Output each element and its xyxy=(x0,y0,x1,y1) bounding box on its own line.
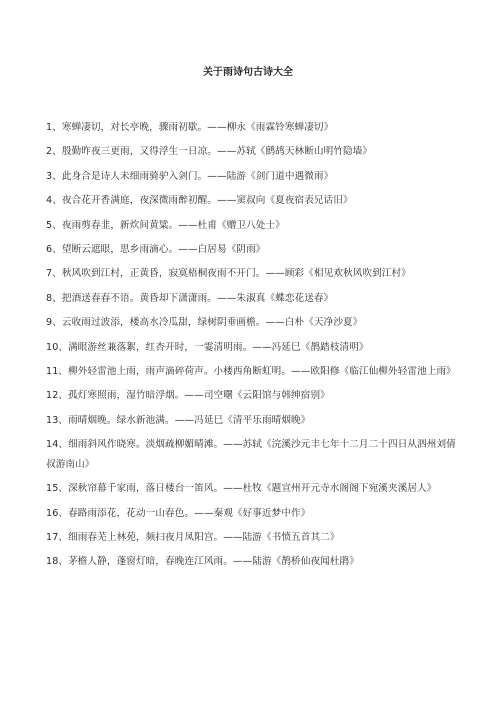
poem-line-item: 7、秋风吹到江村，正黄昏，寂寞梧桐夜雨不开门。——顾彩《相见欢秋风吹到江村》 xyxy=(46,268,411,280)
document-title: 关于雨诗句古诗大全 xyxy=(203,67,293,78)
poem-line-item: 14、细雨斜风作晓寒。淡烟疏柳媚晴滩。——苏轼《浣溪沙元丰七年十二月二十四日从泗州刘倩叔游南山》 xyxy=(46,439,456,470)
poem-line-item: 17、细雨春芜上林苑，频扫夜月凤阳宫。——陆游《书愤五首其二》 xyxy=(46,531,340,543)
poem-line-item: 9、云收雨过波添，楼高水冷瓜甜，绿树阴垂画檐。——白朴《天净沙夏》 xyxy=(46,317,363,329)
poem-line-item: 10、满眼游丝兼落絮，红杏开时，一霎清明雨。——冯延巳《鹊踏枝清明》 xyxy=(46,341,369,353)
poem-line-item: 2、殷勤昨夜三更雨，又得浮生一日凉。——苏轼《鹧鸪天林断山明竹隐墙》 xyxy=(46,146,373,158)
poem-line-item: 8、把酒送春春不语。黄昏却下潇潇雨。——朱淑真《蝶恋花送春》 xyxy=(46,292,334,304)
poem-line-item: 1、寒蝉凄切，对长亭晚，骤雨初歇。——柳永《雨霖铃寒蝉凄切》 xyxy=(46,122,334,133)
poem-line-item: 18、茅檐人静，蓬窗灯暗，春晚连江风雨。——陆游《鹊桥仙夜闻杜鹃》 xyxy=(46,556,359,568)
poem-line-item: 6、望断云遮眼，思乡雨滴心。——白居易《阴雨》 xyxy=(46,244,266,256)
poem-line-item: 11、柳外轻雷池上雨，雨声滴碎荷声。小楼西角断虹明。——欧阳修《临江仙柳外轻雷池上雨》 xyxy=(46,366,456,378)
poem-line-item: 15、深秋帘幕千家雨，落日楼台一笛风。——杜牧《题宣州开元寺水阁阁下宛溪夹溪居人》 xyxy=(46,483,437,495)
poem-line-list xyxy=(46,118,456,577)
poem-line-item: 5、夜雨剪春韭，新炊间黄粱。——杜甫《赠卫八处士》 xyxy=(46,219,285,231)
poem-line-item: 3、此身合是诗人未细雨骑驴入剑门。——陆游《剑门道中遇微雨》 xyxy=(46,170,334,182)
poem-line-item: 4、夜合花开香满庭，夜深微雨醉初醒。——窦叔向《夏夜宿表兄话旧》 xyxy=(46,195,353,207)
poem-line-item: 16、春路雨添花，花动一山春色。——秦观《好事近梦中作》 xyxy=(46,507,311,519)
poem-line-item: 13、雨晴烟晚。绿水新池满。——冯延巳《清平乐雨晴烟晚》 xyxy=(46,414,311,426)
poem-line-item: 12、孤灯寒照雨，湿竹暗浮烟。——司空曙《云阳馆与韩绅宿别》 xyxy=(46,390,330,402)
